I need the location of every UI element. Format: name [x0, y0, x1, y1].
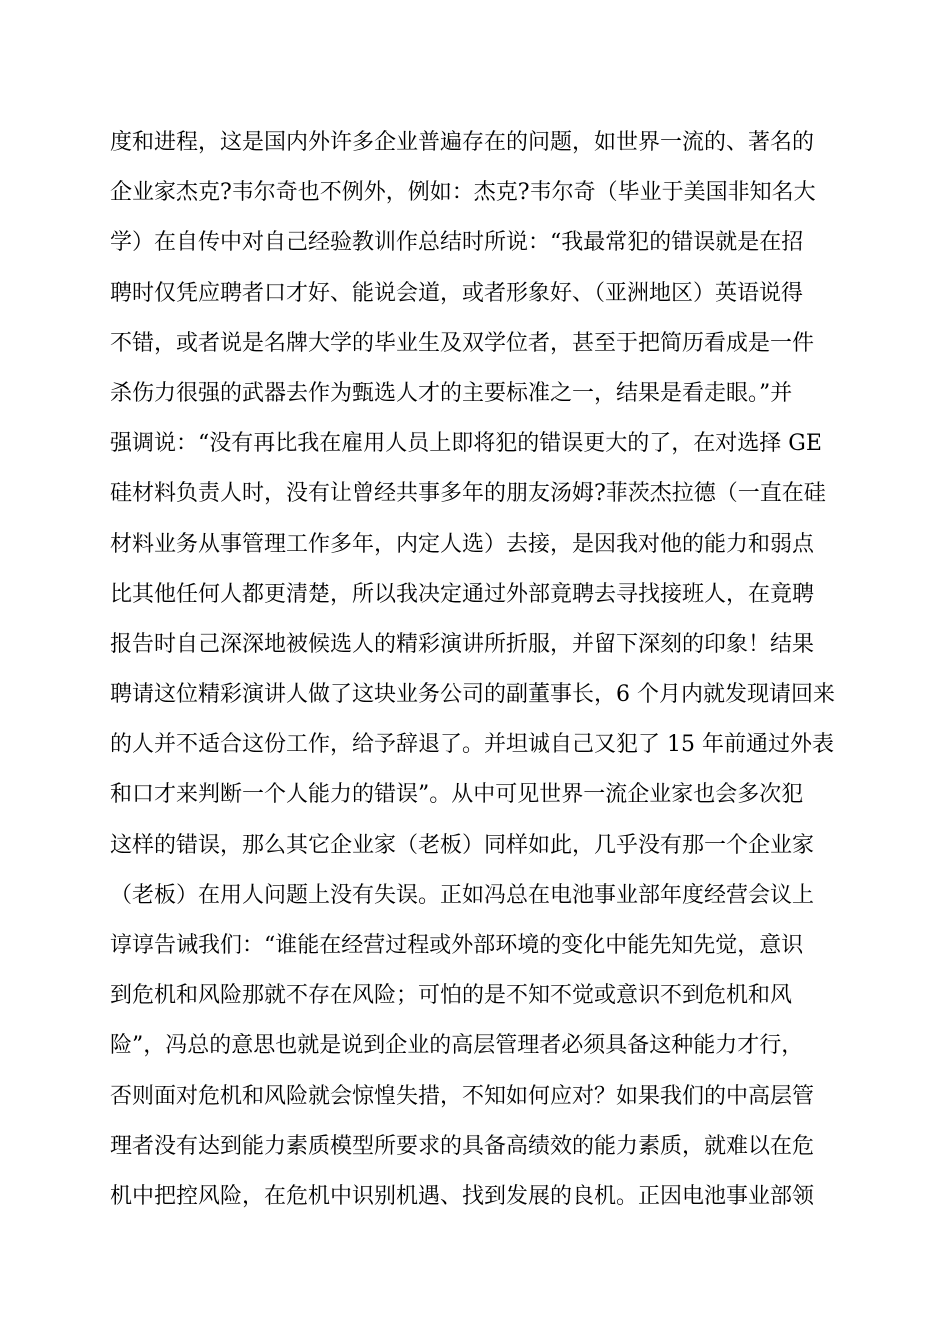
text-line: 险”，冯总的意思也就是说到企业的高层管理者必须具备这种能力才行，	[110, 1033, 804, 1059]
text-line: 学）在自传中对自己经验教训作总结时所说：“我最常犯的错误就是在招	[110, 230, 804, 256]
text-line: 聘时仅凭应聘者口才好、能说会道，或者形象好、（亚洲地区）英语说得	[110, 280, 804, 306]
text-line: 强调说：“没有再比我在雇用人员上即将犯的错误更大的了，在对选择 GE	[110, 431, 822, 457]
text-line: 杀伤力很强的武器去作为甄选人才的主要标准之一，结果是看走眼。”并	[110, 380, 793, 406]
text-line: 理者没有达到能力素质模型所要求的具备高绩效的能力素质，就难以在危	[110, 1133, 815, 1159]
text-line: 不错，或者说是名牌大学的毕业生及双学位者，甚至于把简历看成是一件	[110, 330, 815, 356]
text-line: 材料业务从事管理工作多年，内定人选）去接，是因我对他的能力和弱点	[110, 531, 815, 557]
text-line: 度和进程，这是国内外许多企业普遍存在的问题，如世界一流的、著名的	[110, 130, 815, 155]
text-line: 比其他任何人都更清楚，所以我决定通过外部竟聘去寻找接班人，在竟聘	[110, 581, 815, 607]
text-line: 报告时自己深深地被候选人的精彩演讲所折服，并留下深刻的印象！结果	[110, 631, 815, 657]
text-line: 聘请这位精彩演讲人做了这块业务公司的副董事长，6 个月内就发现请回来	[110, 682, 835, 708]
text-line: 到危机和风险那就不存在风险；可怕的是不知不觉或意识不到危机和风	[110, 983, 793, 1009]
text-line: 企业家杰克?韦尔奇也不例外，例如：杰克?韦尔奇（毕业于美国非知名大	[110, 180, 816, 206]
text-line: 否则面对危机和风险就会惊惶失措，不知如何应对？如果我们的中高层管	[110, 1083, 815, 1109]
text-line: 机中把控风险，在危机中识别机遇、找到发展的良机。正因电池事业部领	[110, 1183, 815, 1209]
text-line: 和口才来判断一个人能力的错误”。从中可见世界一流企业家也会多次犯	[110, 782, 804, 808]
body-paragraph	[110, 118, 840, 1222]
text-line: 硅材料负责人时，没有让曾经共事多年的朋友汤姆?菲茨杰拉德（一直在硅	[110, 481, 826, 507]
text-line: （老板）在用人问题上没有失误。正如冯总在电池事业部年度经营会议上	[110, 882, 815, 908]
text-line: 的人并不适合这份工作，给予辞退了。并坦诚自己又犯了 15 年前通过外表	[110, 732, 834, 758]
text-line: 这样的错误，那么其它企业家（老板）同样如此，几乎没有那一个企业家	[110, 832, 815, 858]
text-line: 谆谆告诫我们：“谁能在经营过程或外部环境的变化中能先知先觉，意识	[110, 933, 804, 958]
